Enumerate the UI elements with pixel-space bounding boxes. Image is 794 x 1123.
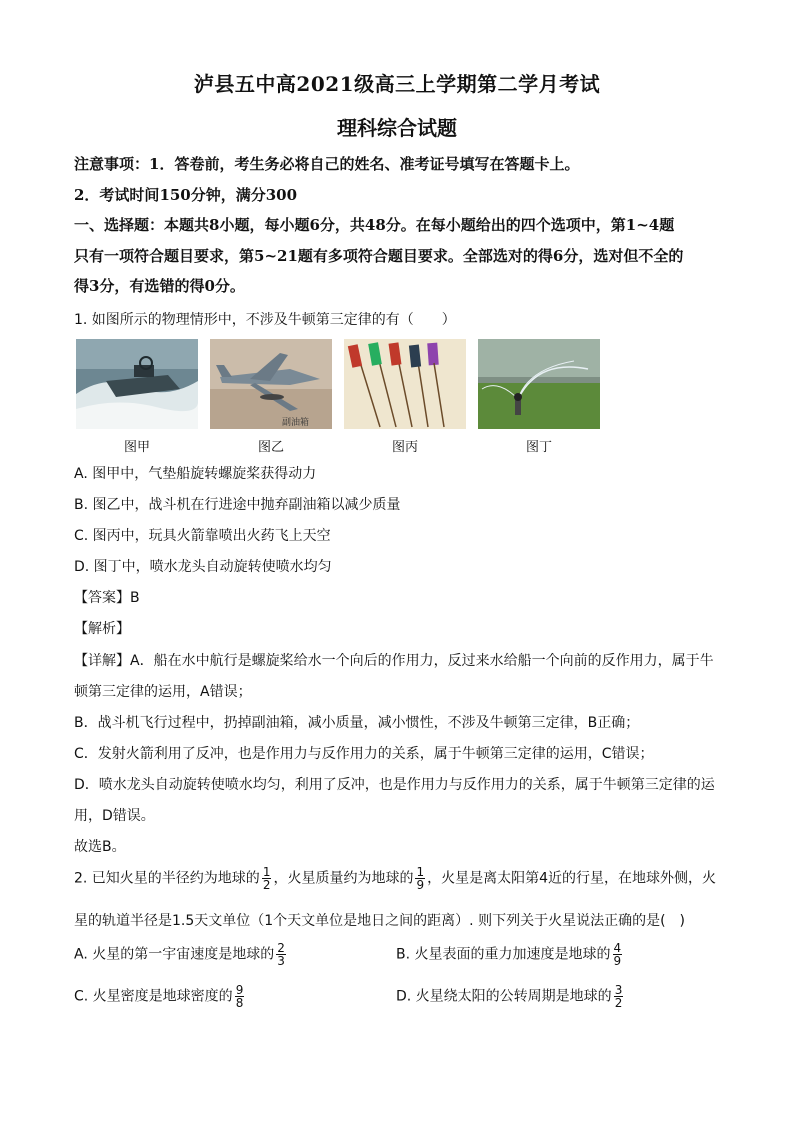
q1-detail-line-3: B．战斗机飞行过程中，扔掉副油箱，减小质量，减小惯性，不涉及牛顿第三定律，B正确； (74, 715, 640, 731)
fighter-jet-image (210, 339, 332, 429)
caption-yi: 图乙 (257, 440, 284, 455)
q1-answer: 【答案】B (74, 590, 140, 606)
fraction-four-ninths: $\frac{4}{9}$ (613, 941, 622, 968)
question-2-stem-line-1 (74, 866, 724, 891)
question-1-stem: 1. 如图所示的物理情形中，不涉及牛顿第三定律的有（ ） (74, 312, 456, 328)
lawn-sprinkler-image (478, 339, 600, 429)
drop-tank-label: 副油箱 (282, 418, 310, 428)
notes-line-2: 2．考试时间150分钟，满分300 (74, 186, 298, 204)
q1-detail-line-4: C．发射火箭利用了反冲，也是作用力与反作用力的关系，属于牛顿第三定律的运用，C错误； (74, 746, 654, 762)
toy-rockets-image (344, 339, 466, 429)
question-2-stem-line-2: 星的轨道半径是1.5天文单位（1个天文单位是地日之间的距离）. 则下列关于火星说法正确的是( ) (74, 913, 685, 929)
q1-option-b: B. 图乙中，战斗机在行进途中抛弃副油箱以减少质量 (74, 497, 401, 513)
section-instructions-3: 得3分，有选错的得0分。 (74, 277, 245, 295)
fraction-two-thirds: $\frac{2}{3}$ (277, 941, 285, 968)
fraction-one-ninth: $\frac{1}{9}$ (416, 865, 425, 892)
caption-ding: 图丁 (525, 440, 552, 455)
q1-option-c: C. 图丙中，玩具火箭靠喷出火药飞上天空 (74, 528, 331, 544)
fraction-nine-eighths: $\frac{9}{8}$ (235, 983, 244, 1010)
hovercraft-image (76, 339, 198, 429)
q1-detail-line-2: 顿第三定律的运用，A错误； (74, 684, 252, 700)
exam-subtitle: 理科综合试题 (337, 116, 457, 140)
q1-analysis-label: 【解析】 (74, 621, 130, 637)
q1-detail-line-5: D．喷水龙头自动旋转使喷水均匀，利用了反冲，也是作用力与反作用力的关系，属于牛顿第三定律的运 (74, 777, 715, 793)
q2-option-b: B. 火星表面的重力加速度是地球的 $\frac{4}{9}$ (396, 941, 622, 968)
q1-detail-line-1: 【详解】A．船在水中航行是螺旋桨给水一个向后的作用力，反过来水给船一个向前的反作用力，属于牛 (74, 653, 714, 669)
fraction-three-halves: $\frac{3}{2}$ (614, 983, 623, 1010)
section-instructions-2: 只有一项符合题目要求，第5~21题有多项符合题目要求。全部选对的得6分，选对但不全的 (74, 247, 684, 265)
q2-option-c: C. 火星密度是地球密度的 $\frac{9}{8}$ (74, 983, 244, 1010)
caption-jia: 图甲 (123, 440, 150, 455)
q2-stem-part-a: 2. 已知火星的半径约为地球的 (74, 870, 260, 887)
q2-stem-part-c: ，火星是离太阳第4近的行星，在地球外侧，火 (427, 870, 716, 887)
q2-option-a: A. 火星的第一宇宙速度是地球的 $\frac{2}{3}$ (74, 941, 285, 968)
q2-stem-part-b: ，火星质量约为地球的 (273, 870, 414, 887)
q1-option-d: D. 图丁中，喷水龙头自动旋转使喷水均匀 (74, 559, 332, 575)
caption-bing: 图丙 (391, 440, 418, 455)
q1-detail-line-6: 用，D错误。 (74, 808, 155, 824)
fraction-one-half: $\frac{1}{2}$ (262, 865, 271, 892)
section-instructions-1: 一、选择题：本题共8小题，每小题6分，共48分。在每小题给出的四个选项中，第1~4题 (74, 216, 675, 234)
q1-option-a: A. 图甲中，气垫船旋转螺旋桨获得动力 (74, 466, 317, 482)
q1-detail-line-7: 故选B。 (74, 839, 126, 855)
notes-line-1: 注意事项：1．答卷前，考生务必将自己的姓名、准考证号填写在答题卡上。 (74, 155, 580, 173)
q2-option-d: D. 火星绕太阳的公转周期是地球的 $\frac{3}{2}$ (396, 983, 623, 1010)
exam-title: 泸县五中高2021级高三上学期第二学月考试 (193, 72, 601, 96)
